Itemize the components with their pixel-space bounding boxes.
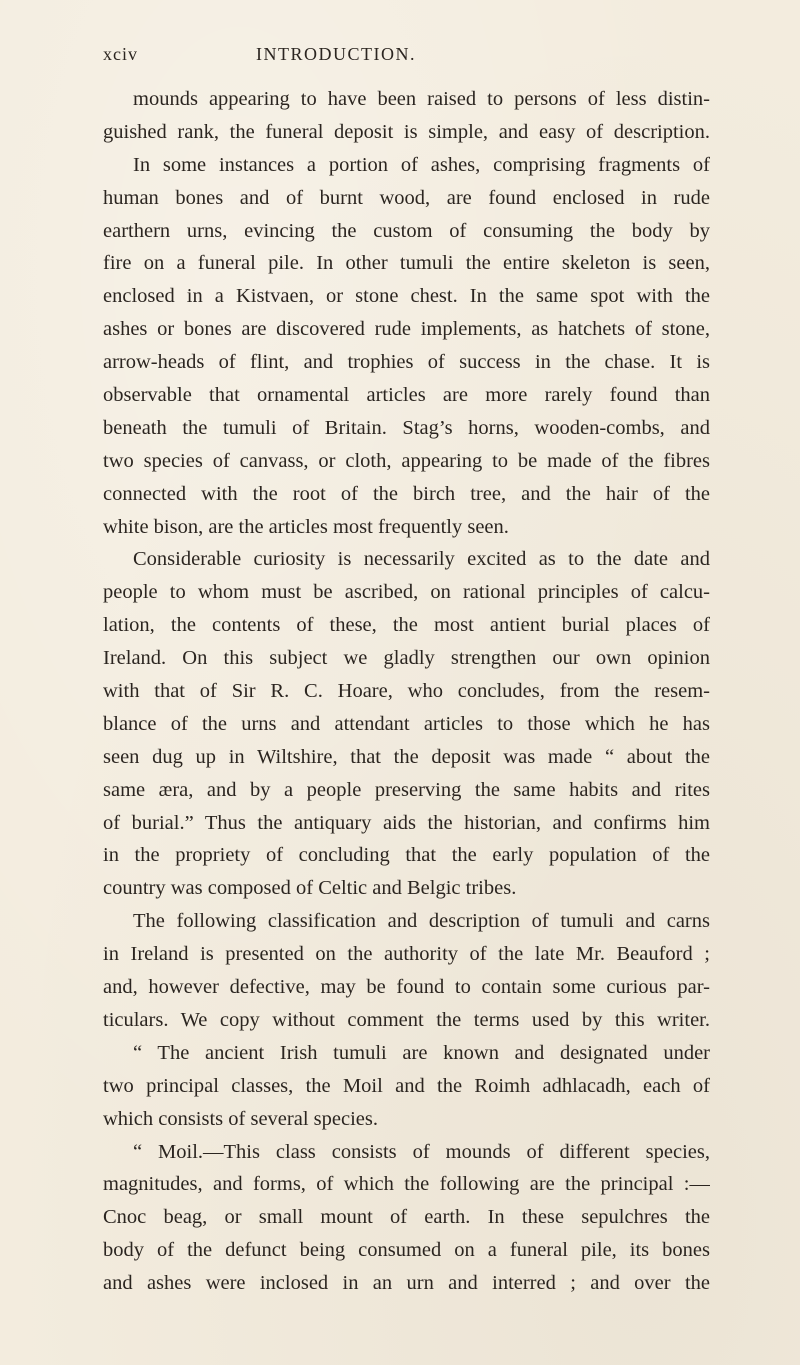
text-line: connected with the root of the birch tree, and the hair of the bbox=[103, 482, 710, 505]
text-line: “ The ancient Irish tumuli are known and designated under bbox=[133, 1041, 710, 1064]
text-line: fire on a funeral pile. In other tumuli the entire skeleton is seen, bbox=[103, 252, 710, 275]
running-head bbox=[103, 44, 710, 70]
text-line: Considerable curiosity is necessarily excited as to the date and bbox=[133, 548, 710, 571]
text-line: white bison, are the articles most frequently seen. bbox=[103, 515, 509, 538]
text-line: enclosed in a Kistvaen, or stone chest. In the same spot with the bbox=[103, 285, 710, 308]
text-line: observable that ornamental articles are more rarely found than bbox=[103, 384, 710, 407]
text-line: In some instances a portion of ashes, comprising fragments of bbox=[133, 153, 710, 176]
text-line: country was composed of Celtic and Belgic tribes. bbox=[103, 877, 517, 900]
text-line: “ Moil.—This class consists of mounds of different species, bbox=[133, 1140, 710, 1163]
text-line: magnitudes, and forms, of which the following are the principal :— bbox=[103, 1173, 710, 1196]
text-line: The following classification and description of tumuli and carns bbox=[133, 910, 710, 933]
text-line: with that of Sir R. C. Hoare, who concludes, from the resem- bbox=[103, 680, 710, 703]
page-number: xciv bbox=[103, 44, 138, 64]
text-line: body of the defunct being consumed on a funeral pile, its bones bbox=[103, 1239, 710, 1262]
text-line: in Ireland is presented on the authority of the late Mr. Beauford ; bbox=[103, 943, 710, 966]
text-line: seen dug up in Wiltshire, that the deposit was made “ about the bbox=[103, 745, 710, 768]
text-line: Cnoc beag, or small mount of earth. In these sepulchres the bbox=[103, 1206, 710, 1229]
text-line: mounds appearing to have been raised to persons of less distin- bbox=[133, 88, 710, 110]
text-line: and, however defective, may be found to contain some curious par- bbox=[103, 976, 710, 999]
text-line: and ashes were inclosed in an urn and interred ; and over the bbox=[103, 1272, 710, 1295]
text-line: arrow-heads of flint, and trophies of success in the chase. It is bbox=[103, 351, 710, 374]
text-line: same æra, and by a people preserving the same habits and rites bbox=[103, 778, 710, 801]
text-line: earthern urns, evincing the custom of consuming the body by bbox=[103, 219, 710, 242]
text-line: guished rank, the funeral deposit is simple, and easy of description. bbox=[103, 120, 710, 143]
text-line: ticulars. We copy without comment the terms used by this writer. bbox=[103, 1008, 710, 1031]
text-line: Ireland. On this subject we gladly strengthen our own opinion bbox=[103, 647, 710, 670]
text-line: of burial.” Thus the antiquary aids the historian, and confirms him bbox=[103, 811, 710, 834]
body-text bbox=[103, 83, 710, 1300]
text-line: ashes or bones are discovered rude implements, as hatchets of stone, bbox=[103, 318, 710, 341]
text-line: blance of the urns and attendant articles to those which he has bbox=[103, 712, 710, 735]
text-line: lation, the contents of these, the most antient burial places of bbox=[103, 614, 710, 637]
running-title: INTRODUCTION. bbox=[256, 44, 416, 64]
text-line: beneath the tumuli of Britain. Stag’s horns, wooden-combs, and bbox=[103, 416, 710, 439]
text-line: two species of canvass, or cloth, appearing to be made of the fibres bbox=[103, 449, 710, 472]
text-line: two principal classes, the Moil and the Roimh adhlacadh, each of bbox=[103, 1074, 710, 1097]
text-line: which consists of several species. bbox=[103, 1107, 378, 1130]
text-line: human bones and of burnt wood, are found enclosed in rude bbox=[103, 186, 710, 209]
text-line: in the propriety of concluding that the early population of the bbox=[103, 844, 710, 867]
text-line: people to whom must be ascribed, on rational principles of calcu- bbox=[103, 581, 710, 604]
